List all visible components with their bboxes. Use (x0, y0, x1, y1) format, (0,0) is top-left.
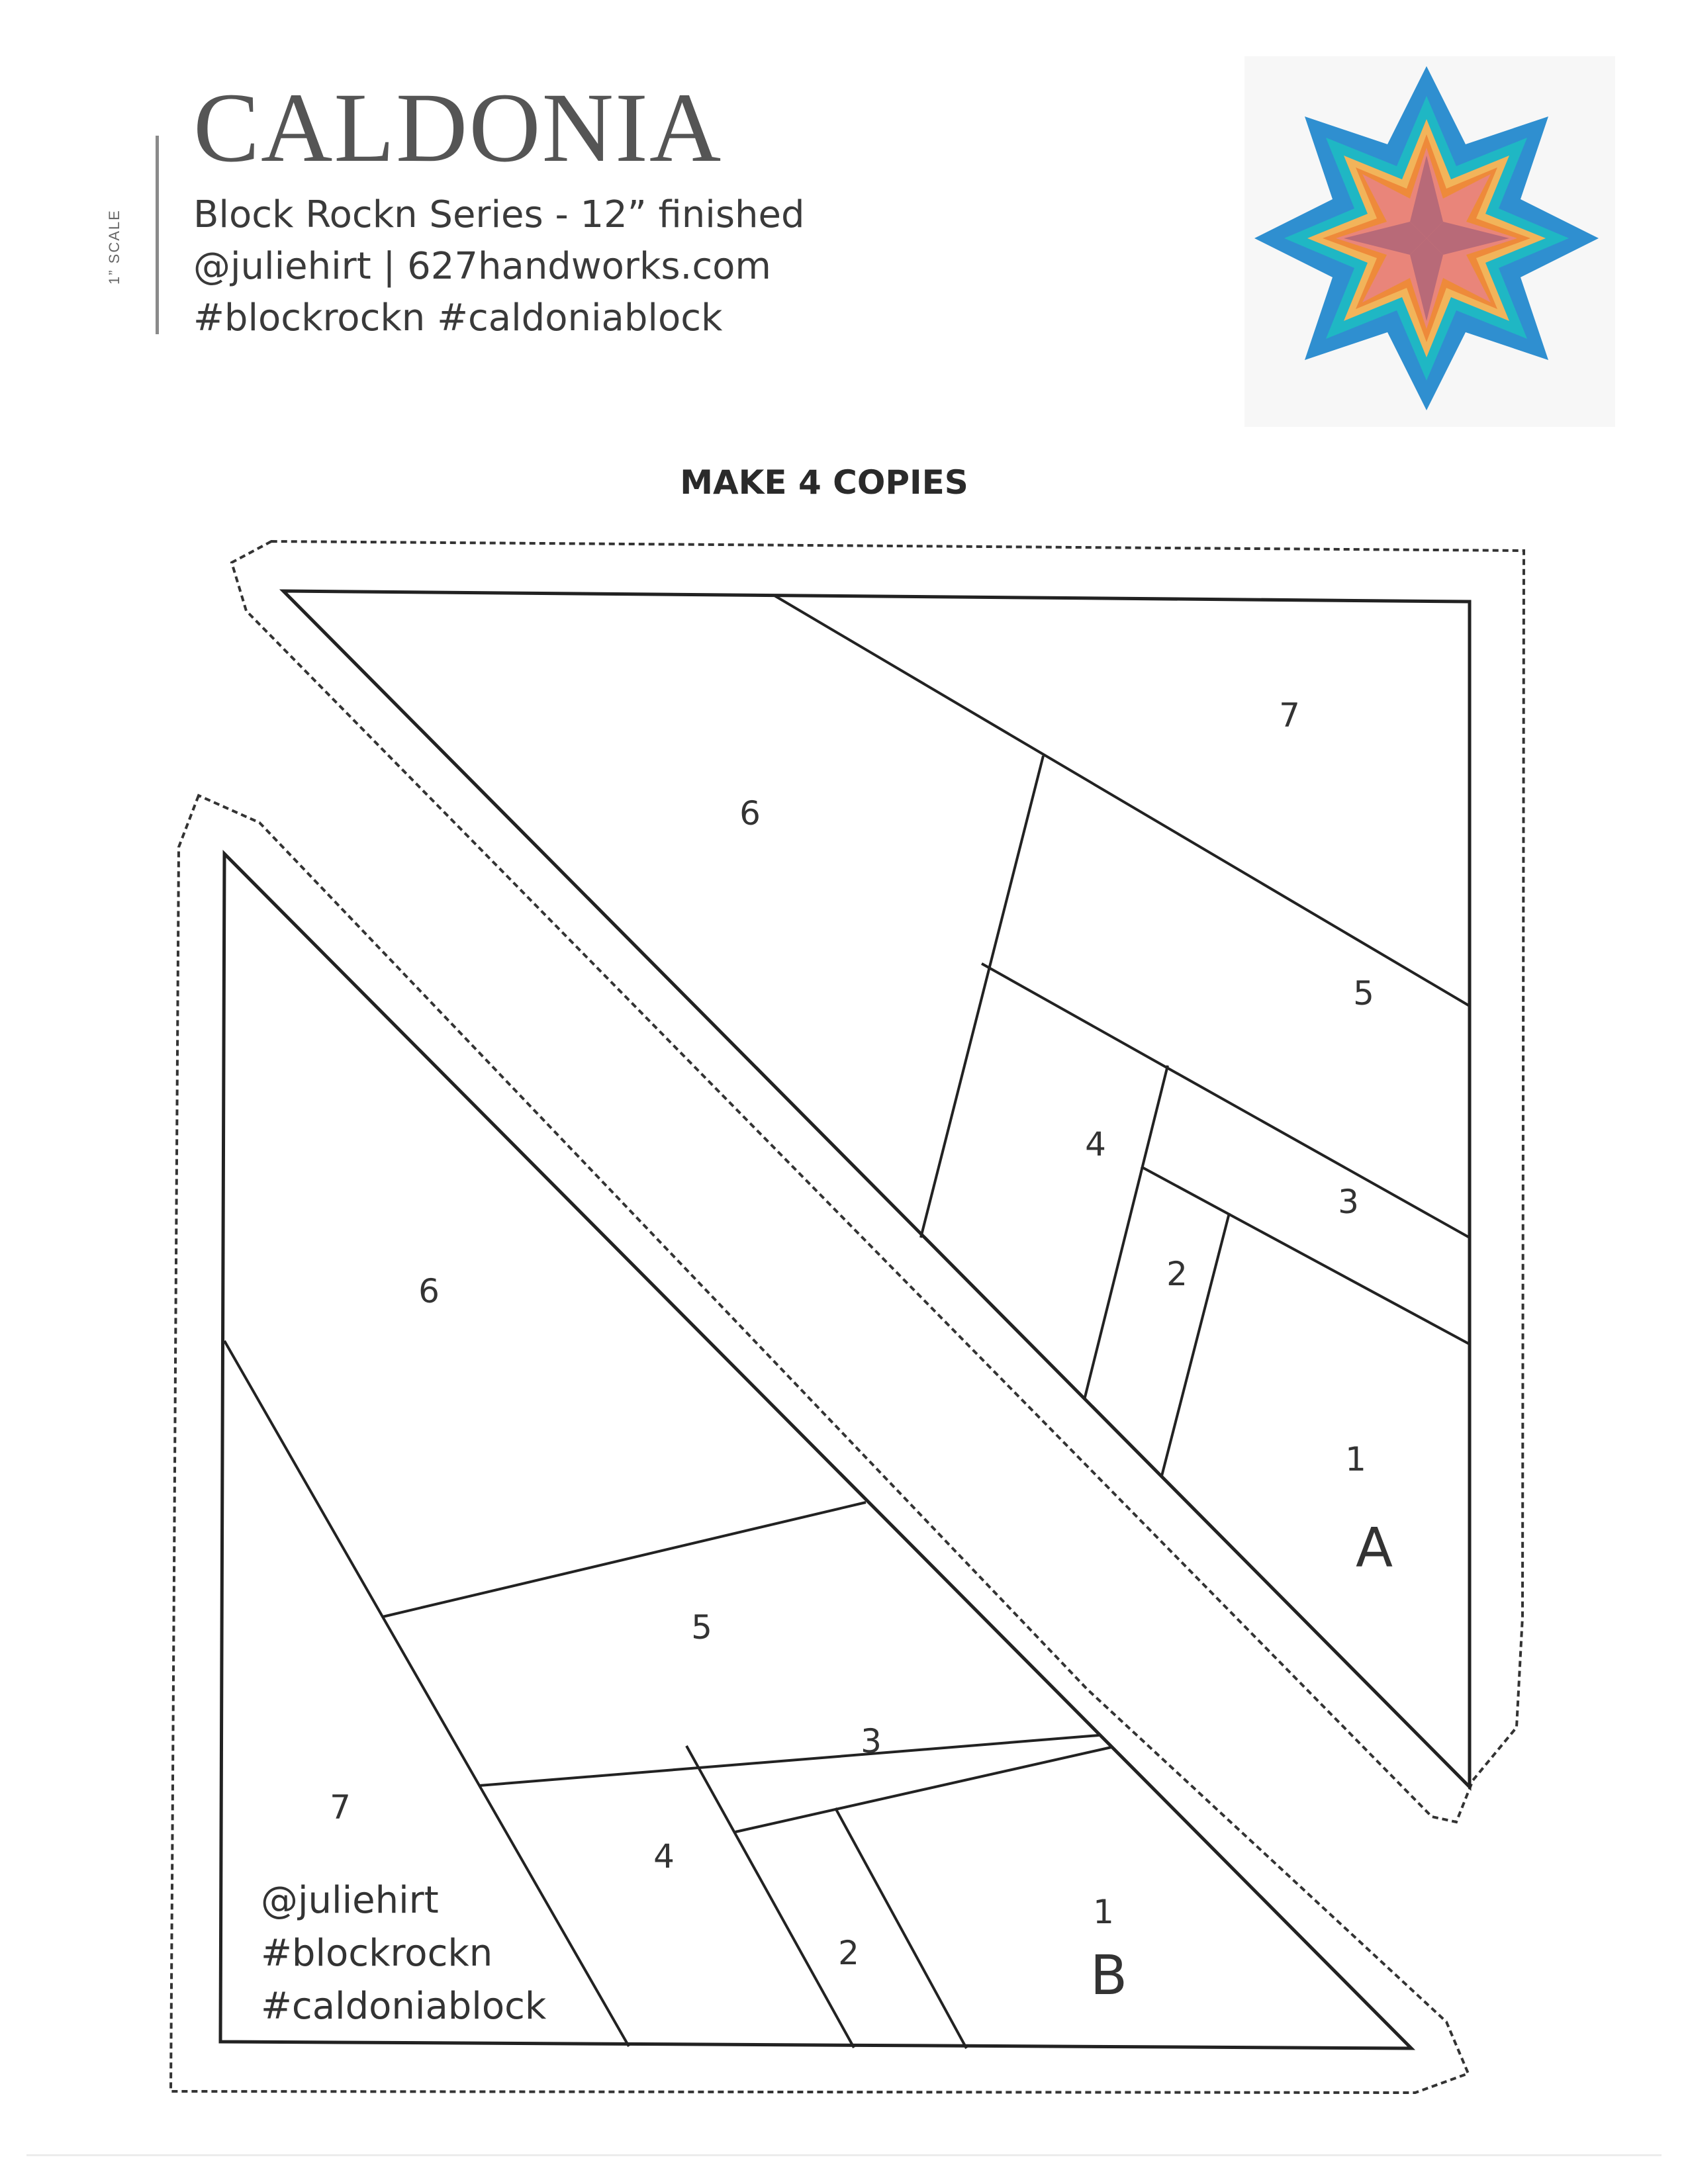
piece-a-section-3: 3 (1338, 1183, 1359, 1221)
piece-b-watermark-tag-2: #caldoniablock (261, 1985, 547, 2028)
make-copies-instruction: MAKE 4 COPIES (680, 463, 968, 502)
piece-b-section-5: 5 (691, 1608, 712, 1647)
piece-a-section-7: 7 (1279, 696, 1300, 735)
hashtags-line: #blockrockn #caldoniablock (193, 296, 723, 340)
piece-a-template (232, 541, 1524, 1822)
pattern-title: CALDONIA (193, 73, 723, 183)
series-line: Block Rockn Series - 12” finished (193, 193, 805, 236)
piece-a-section-4: 4 (1085, 1125, 1106, 1163)
piece-a-letter: A (1355, 1517, 1393, 1580)
piece-b-watermark-handle: @juliehirt (261, 1879, 439, 1922)
piece-b-letter: B (1090, 1944, 1128, 2007)
piece-b-section-3: 3 (861, 1722, 882, 1760)
piece-b-watermark-tag-1: #blockrockn (261, 1932, 493, 1975)
page-bottom-rule (26, 2154, 1662, 2156)
piece-b-outline (220, 854, 1411, 2048)
piece-b-template (171, 796, 1468, 2093)
piece-a-section-6: 6 (739, 794, 761, 833)
piece-a-outline (283, 591, 1470, 1787)
piece-b-section-1: 1 (1093, 1893, 1114, 1931)
designer-line: @juliehirt | 627handworks.com (193, 245, 771, 288)
piece-a-seam-lines (774, 596, 1470, 1476)
piece-b-section-7: 7 (330, 1788, 351, 1827)
scale-label: 1” SCALE (106, 209, 122, 285)
piece-b-section-2: 2 (838, 1934, 859, 1972)
piece-b-section-6: 6 (418, 1272, 440, 1310)
piece-a-section-1: 1 (1345, 1440, 1366, 1479)
piece-b-section-4: 4 (653, 1837, 675, 1876)
piece-a-section-5: 5 (1353, 974, 1374, 1013)
piece-a-section-2: 2 (1166, 1255, 1188, 1293)
